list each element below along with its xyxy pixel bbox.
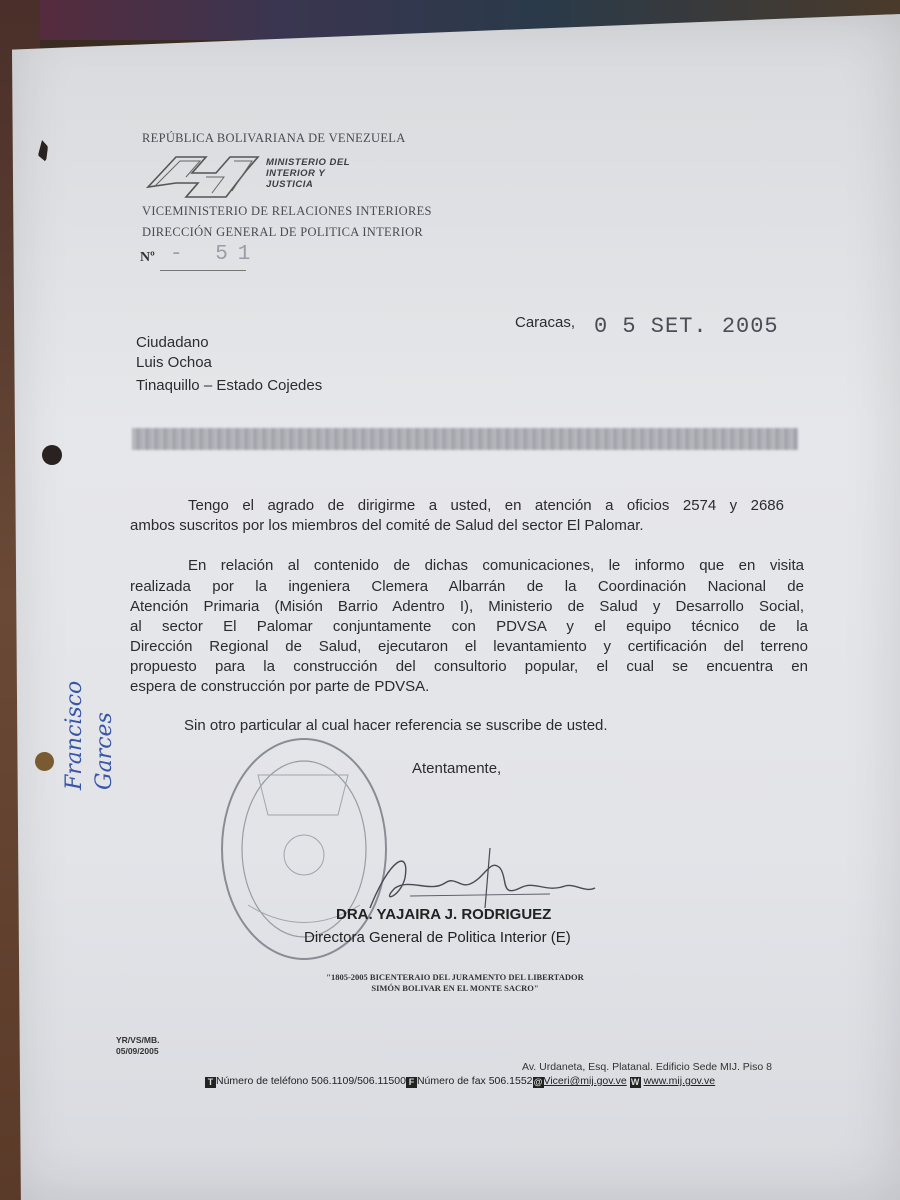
ministry-line-1: MINISTERIO DEL [266, 157, 351, 168]
direction-heading: DIRECCIÓN GENERAL DE POLITICA INTERIOR [142, 225, 424, 239]
paragraph-2-line-5: Dirección Regional de Salud, ejecutaron el levantamiento y certificación del terreno [130, 638, 808, 655]
footer-website: www.mij.gov.ve [643, 1075, 716, 1087]
reference-date: 05/09/2005 [116, 1046, 159, 1056]
footer-contact-line [205, 1075, 715, 1088]
closing-sentence: Sin otro particular al cual hacer referencia se suscribe de usted. [184, 717, 608, 734]
city: Caracas, [515, 314, 576, 331]
paragraph-1-line-2: ambos suscritos por los miembros del comité de Salud del sector El Palomar. [130, 517, 644, 534]
number-underline [160, 270, 246, 271]
date-stamp: 0 5 SET. 2005 [594, 314, 779, 339]
signer-name: DRA. YAJAIRA J. RODRIGUEZ [336, 906, 552, 923]
email-icon: @ [533, 1077, 543, 1087]
paragraph-2-line-3: Atención Primaria (Misión Barrio Adentro I), Ministerio de Salud y Desarrollo Social, [130, 598, 804, 615]
signer-title: Directora General de Politica Interior (E) [304, 929, 571, 946]
redacted-subject [132, 428, 798, 450]
paragraph-2-line-4: al sector El Palomar conjuntamente con PDVSA y el equipo técnico de la [130, 618, 808, 635]
ministry-line-2: INTERIOR Y [266, 168, 326, 179]
bicentennial-line-1: "1805-2005 BICENTERAIO DEL JURAMENTO DEL LIBERTADOR [326, 972, 584, 982]
vice-ministry-heading: VICEMINISTERIO DE RELACIONES INTERIORES [142, 204, 432, 218]
document-number-label: Nº [140, 250, 155, 265]
handwritten-margin-note [60, 600, 120, 790]
fax-icon: F [406, 1077, 417, 1088]
bicentennial-line-2: SIMÓN BOLIVAR EN EL MONTE SACRO" [371, 983, 539, 993]
valediction: Atentamente, [412, 760, 502, 777]
paragraph-2-line-2: realizada por la ingeniera Clemera Albarrán de la Coordinación Nacional de [130, 578, 804, 595]
web-icon: W [630, 1077, 640, 1087]
paragraph-1-line-1: Tengo el agrado de dirigirme a usted, en atención a oficios 2574 y 2686 [188, 497, 784, 514]
recipient-title: Ciudadano [136, 334, 209, 351]
punch-hole-bottom [35, 752, 54, 771]
handwritten-last-name: Garces [92, 712, 117, 790]
republic-heading: REPÚBLICA BOLIVARIANA DE VENEZUELA [142, 131, 406, 145]
paragraph-2-line-7: espera de construcción por parte de PDVSA. [130, 678, 430, 695]
footer-address: Av. Urdaneta, Esq. Platanal. Edificio Sede MIJ. Piso 8 [522, 1061, 772, 1073]
footer-phone: Número de teléfono 506.1109/506.11500 [216, 1075, 406, 1087]
recipient-name: Luis Ochoa [136, 354, 212, 371]
reference-initials: YR/VS/MB. [116, 1035, 160, 1045]
recipient-location: Tinaquillo – Estado Cojedes [136, 377, 323, 394]
handwritten-first-name: Francisco [62, 680, 87, 790]
document-number-value: - 51 [170, 243, 261, 266]
paragraph-2-line-6: propuesto para la construcción del consultorio popular, el cual se encuentra en [130, 658, 808, 675]
phone-icon: T [205, 1077, 216, 1088]
footer-email: Viceri@mij.gov.ve [543, 1075, 627, 1087]
paragraph-2-line-1: En relación al contenido de dichas comunicaciones, le informo que en visita [188, 557, 804, 574]
punch-hole-middle [42, 445, 62, 465]
ministry-line-3: JUSTICIA [266, 179, 314, 190]
ministry-logo-icon [146, 153, 264, 199]
footer-fax: Número de fax 506.1552 [416, 1075, 533, 1087]
